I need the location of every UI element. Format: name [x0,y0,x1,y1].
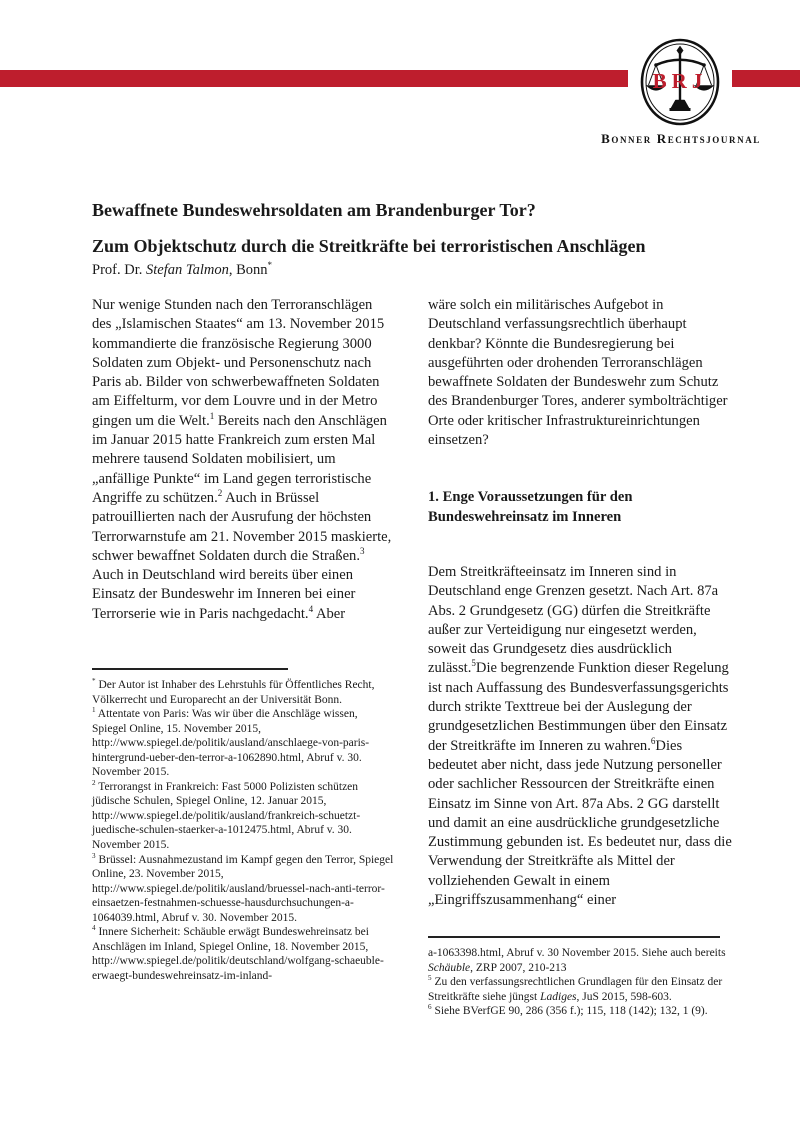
footnote-6: $^6$ Siehe BVerfGE 90, 286 (356 f.); 115, 118 (142); 132, 1 (9). [428,1003,708,1018]
article-subtitle: Zum Objektschutz durch die Streitkräfte bei terroristischen Anschlägen [92,236,646,256]
footnote-3: $^3$ Brüssel: Ausnahmezustand im Kampf gegen den Terror, Spiegel Online, 23. November 2015, http://www.spiegel.de/politik/ausland/bruessel-nach-anti-terror-einsaetzen-festnahmen-schuesse-hausdurchsuchungen-a-1064039.html, Abruf v. 30. November 2015. [92,851,394,924]
masthead-red-bar-left [0,70,628,87]
footnote-4: $^4$ Innere Sicherheit: Schäuble erwägt Bundeswehreinsatz bei Anschlägen im Inland, Spiegel Online, 18. November 2015, http://www.spiegel.de/politik/deutschland/wolfgang-schaeuble-erwaegt-bundeswehreinsatz-im-inland- [92,924,384,982]
scales-of-justice-icon [639,37,721,127]
article-title: Bewaffnete Bundeswehrsoldaten am Brandenburger Tor? [92,200,536,220]
footnote-1: $^1$ Attentate von Paris: Was wir über die Anschläge wissen, Spiegel Online, 15. November 2015, http://www.spiegel.de/politik/ausland/anschlaege-von-paris-hintergrund-ueber-den-terror-a-1062890.html, Abruf v. 30. November 2015. [92,706,370,779]
column-right [428,296,733,910]
right-intro-paragraph: wäre solch ein militärisches Aufgebot in Deutschland verfassungsrechtlich überhaupt denkbar? Könnte die Bundesregierung bei ausgeführten oder drohenden Terroranschlägen bewaffnete Soldaten der Bundeswehr zum Schutz des Brandenburger Tores, anderer symbolträchtiger Orte oder kritischer Infrastruktureinrichtungen einsetzen? [428,297,728,449]
footnotes-left [92,668,394,983]
column-left [92,296,392,624]
section-heading: 1. Enge Voraussetzungen für den Bundeswehreinsatz im Inneren [428,489,633,525]
right-body-paragraph: Dem Streitkräfteeinsatz im Inneren sind in Deutschland enge Grenzen gesetzt. Nach Art. 87a Abs. 2 Grundgesetz (GG) dürfen die Streitkräfte außer zur Verteidigung nur eingesetzt werden, soweit das Grundgesetz dies ausdrücklich zulässt.$^5$Die begrenzende Funktion dieser Regelung ist nach Auffassung des Bundesverfassungsgerichts durch strikte Texttreue bei der Auslegung der grundgesetzlichen Bestimmungen über den Einsatz der Streitkräfte im Inneren zu wahren.$^6$Dies bedeutet aber nicht, dass jede Nutzung personeller oder sachlicher Ressourcen der Streitkräfte einen Einsatz im Sinne von Art. 87a Abs. 2 GG darstellt und damit an eine ausdrückliche grundgesetzliche Zustimmung gebunden ist. Es bedeutet nur, dass die Verwendung der Streitkräfte als Mittel der vollziehenden Gewalt in einem „Eingriffszusammenhang“ einer [428,563,732,909]
footnote-continuation-separator [428,936,720,938]
left-body-paragraph: Nur wenige Stunden nach den Terroranschlägen des „Islamischen Staates“ am 13. November 2015 kommandierte die französische Regierung 3000 Soldaten zum Objekt- und Personenschutz nach Paris ab. Bilder von schwerbewaffneten Soldaten am Eiffelturm, vor dem Louvre und in der Metro gingen um die Welt.$^1$ Bereits nach den Anschlägen im Januar 2015 hatte Frankreich zum ersten Mal mehrere tausend Soldaten mobilisiert, um „anfällige Punkte“ im Land gegen terroristische Angriffe zu schützen.$^2$ Auch in Brüssel patrouillierten nach der Ausrufung der höchsten Terrorwarnstufe am 21. November 2015 maskierte, schwer bewaffnet Soldaten durch die Straßen.$^3$ Auch in Deutschland wird bereits über einen Einsatz der Bundeswehr im Inneren bei einer Terrorserie wie in Paris nachgedacht.$^4$ Aber [92,297,392,622]
journal-name: Bonner Rechtsjournal [601,131,761,146]
footnote-star: * Der Autor ist Inhaber des Lehrstuhls für Öffentliches Recht, Völkerrecht und Europarecht an der Universität Bonn. [92,677,375,706]
author-line: Prof. Dr. Stefan Talmon, Bonn* [92,260,273,278]
footnote-4-continuation: a-1063398.html, Abruf v. 30 November 2015. Siehe auch bereits Schäuble, ZRP 2007, 210-213 [428,947,726,974]
footnote-2: $^2$ Terrorangst in Frankreich: Fast 5000 Polizisten schützen jüdische Schulen, Spiegel Online, 12. Januar 2015, http://www.spiegel.de/politik/ausland/frankreich-schuetzt-juedische-schulen-staerker-a-1012475.html, Abruf v. 30. November 2015. [92,779,361,852]
masthead-red-bar-right [732,70,800,87]
brj-logo [639,37,721,127]
logo-initials: BRJ [652,69,708,93]
footnote-separator [92,668,288,670]
footnotes-right [428,936,733,1019]
footnote-5: $^5$ Zu den verfassungsrechtlichen Grundlagen für den Einsatz der Streitkräfte siehe jüngst Ladiges, JuS 2015, 598-603. [428,974,723,1003]
